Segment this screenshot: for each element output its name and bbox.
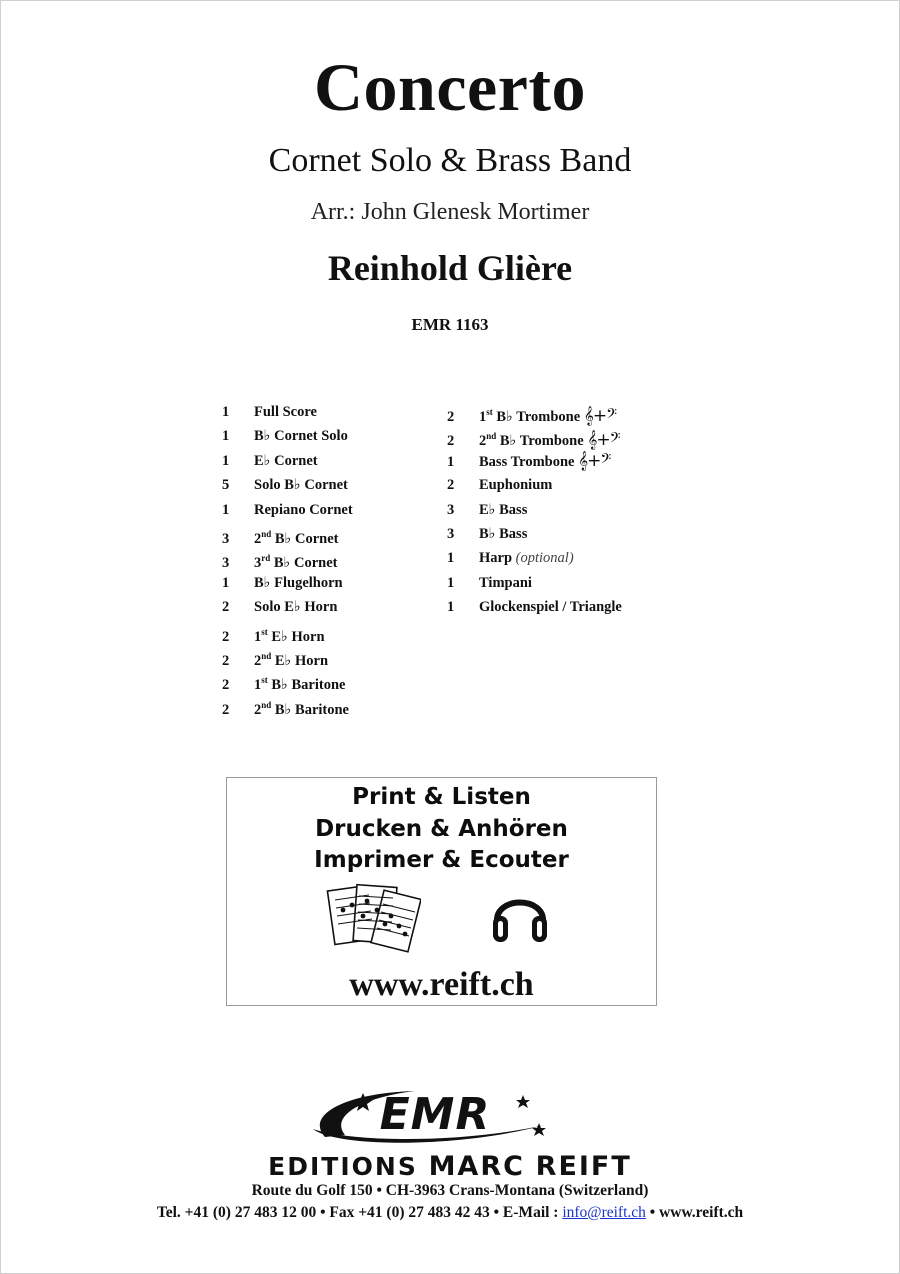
part-quantity: 3 [447, 525, 455, 542]
part-ordinal: 2 [254, 530, 262, 547]
part-title: B♭ Cornet Solo [254, 428, 348, 445]
part-quantity: 1 [447, 453, 455, 470]
ordinal-suffix: st [261, 675, 268, 686]
catalog-number: EMR 1163 [411, 315, 489, 334]
part-row [447, 449, 622, 473]
publisher-address: Route du Golf 150 • CH-3963 Crans-Montana (Switzerland) [251, 1182, 649, 1199]
composer: Reinhold Glière [327, 248, 573, 288]
part-row [222, 473, 353, 497]
part-name [479, 450, 611, 471]
part-row [222, 424, 353, 448]
part-quantity: 5 [222, 477, 230, 494]
ordinal-suffix: st [261, 626, 268, 637]
part-name [254, 599, 337, 615]
website-url[interactable]: www.reift.ch [349, 966, 534, 1003]
part-row [222, 449, 353, 473]
part-title: Full Score [254, 404, 317, 420]
optional-note: (optional) [515, 550, 574, 567]
sheet-music-icon [325, 880, 421, 956]
part-name [254, 428, 348, 444]
part-quantity: 1 [447, 550, 455, 567]
part-title: B♭ Baritone [271, 677, 346, 694]
part-quantity: 1 [447, 599, 455, 616]
part-name [254, 477, 348, 493]
ordinal-suffix: st [486, 407, 493, 417]
contact-website: • www.reift.ch [645, 1204, 744, 1221]
part-row [222, 522, 353, 546]
publisher-word-reift: REIFT [535, 1151, 632, 1182]
part-quantity: 2 [447, 409, 455, 425]
part-row [447, 595, 622, 619]
part-title: Timpani [479, 574, 532, 591]
part-name [479, 430, 620, 451]
contact-phone-fax: Tel. +41 (0) 27 483 12 00 • Fax +41 (0) 27 483 42 43 • E-Mail : [156, 1204, 563, 1221]
promo-line-english: Print & Listen [352, 784, 531, 810]
publisher-word-marc: MARC [428, 1151, 525, 1182]
part-name [254, 650, 329, 669]
part-quantity: 3 [222, 530, 230, 547]
part-name [479, 550, 574, 566]
ordinal-suffix: nd [486, 431, 497, 442]
part-title: Harp [479, 550, 513, 567]
part-ordinal: 2 [479, 433, 487, 450]
subtitle: Cornet Solo & Brass Band [268, 142, 632, 179]
part-title: E♭ Bass [479, 501, 528, 518]
part-quantity: 3 [447, 501, 455, 518]
part-name [479, 575, 532, 591]
part-row [447, 473, 622, 497]
part-title: B♭ Flugelhorn [254, 574, 343, 591]
part-name [254, 404, 317, 420]
part-row [222, 595, 353, 619]
part-title: B♭ Cornet [274, 530, 339, 547]
part-ordinal: 3 [254, 555, 262, 572]
part-name [254, 555, 338, 571]
part-row [222, 546, 353, 570]
part-title: E♭ Horn [271, 628, 325, 645]
part-ordinal: 1 [254, 677, 262, 694]
part-row [222, 644, 353, 668]
part-title: B♭ Cornet [273, 555, 338, 572]
part-name [254, 502, 353, 518]
ordinal-suffix: rd [261, 553, 271, 564]
promo-line-german: Drucken & Anhören [315, 816, 568, 842]
clef-icon: 𝄞+𝄢 [583, 406, 617, 426]
page-title: Concerto [313, 49, 587, 125]
part-row [222, 693, 353, 717]
part-quantity: 2 [447, 477, 455, 494]
part-quantity: 1 [222, 574, 230, 591]
publisher-name [0, 1151, 900, 1182]
ordinal-suffix: nd [261, 528, 272, 539]
part-title: B♭ Baritone [274, 701, 349, 718]
part-name [479, 477, 552, 493]
logo-text: EMR [379, 1089, 491, 1140]
part-quantity: 2 [222, 652, 230, 669]
print-listen-box [226, 777, 657, 1006]
part-name [479, 526, 527, 542]
ordinal-suffix: nd [261, 699, 272, 710]
part-quantity: 2 [222, 599, 230, 616]
part-name [254, 575, 343, 591]
part-quantity: 2 [222, 628, 230, 645]
emr-logo [305, 1085, 565, 1149]
part-row [222, 498, 353, 522]
part-title: Solo B♭ Cornet [254, 477, 348, 494]
part-title: B♭ Bass [479, 525, 528, 542]
part-name [479, 406, 617, 426]
promo-line-french: Imprimer & Ecouter [314, 847, 569, 873]
part-row [447, 546, 622, 570]
parts-list-left [222, 400, 353, 717]
part-name [479, 502, 527, 518]
part-quantity: 1 [222, 501, 230, 518]
part-title: Bass Trombone [479, 453, 575, 470]
part-title: Solo E♭ Horn [254, 599, 338, 616]
part-row [222, 620, 353, 644]
part-name [254, 453, 318, 469]
clef-icon: 𝄞+𝄢 [587, 430, 620, 451]
part-name [254, 626, 325, 645]
arranger: Arr.: John Glenesk Mortimer [310, 199, 590, 225]
part-ordinal: 1 [479, 409, 487, 425]
part-title: Euphonium [479, 477, 553, 494]
part-quantity: 1 [222, 404, 230, 420]
part-row [447, 522, 622, 546]
email-link[interactable]: info@reift.ch [562, 1204, 646, 1221]
clef-icon: 𝄞+𝄢 [578, 450, 611, 471]
part-quantity: 2 [222, 701, 230, 718]
parts-list-right [447, 400, 622, 620]
part-title: Glockenspiel / Triangle [479, 599, 622, 616]
part-row [447, 498, 622, 522]
part-quantity: 1 [222, 428, 230, 445]
part-row [222, 571, 353, 595]
part-ordinal: 2 [254, 701, 262, 718]
part-title: Repiano Cornet [254, 501, 353, 518]
publisher-contact [0, 1204, 900, 1222]
part-row [447, 424, 622, 451]
part-row [222, 668, 353, 692]
headphones-icon [489, 882, 551, 948]
part-row [447, 571, 622, 595]
part-quantity: 2 [447, 433, 455, 450]
part-title: B♭ Trombone [499, 433, 584, 450]
part-quantity: 2 [222, 677, 230, 694]
part-quantity: 1 [222, 452, 230, 469]
ordinal-suffix: nd [261, 650, 272, 661]
part-ordinal: 1 [254, 628, 262, 645]
part-quantity: 3 [222, 555, 230, 572]
part-row [447, 400, 622, 424]
part-name [254, 699, 349, 718]
publisher-word-editions: EDITIONS [268, 1152, 418, 1181]
part-row [222, 400, 353, 424]
part-quantity: 1 [447, 574, 455, 591]
part-title: E♭ Horn [274, 652, 329, 669]
part-title: B♭ Trombone [496, 409, 581, 425]
part-name [254, 677, 345, 693]
part-title: E♭ Cornet [254, 452, 318, 469]
part-name [254, 528, 339, 547]
part-ordinal: 2 [254, 652, 262, 669]
part-name [479, 599, 622, 615]
